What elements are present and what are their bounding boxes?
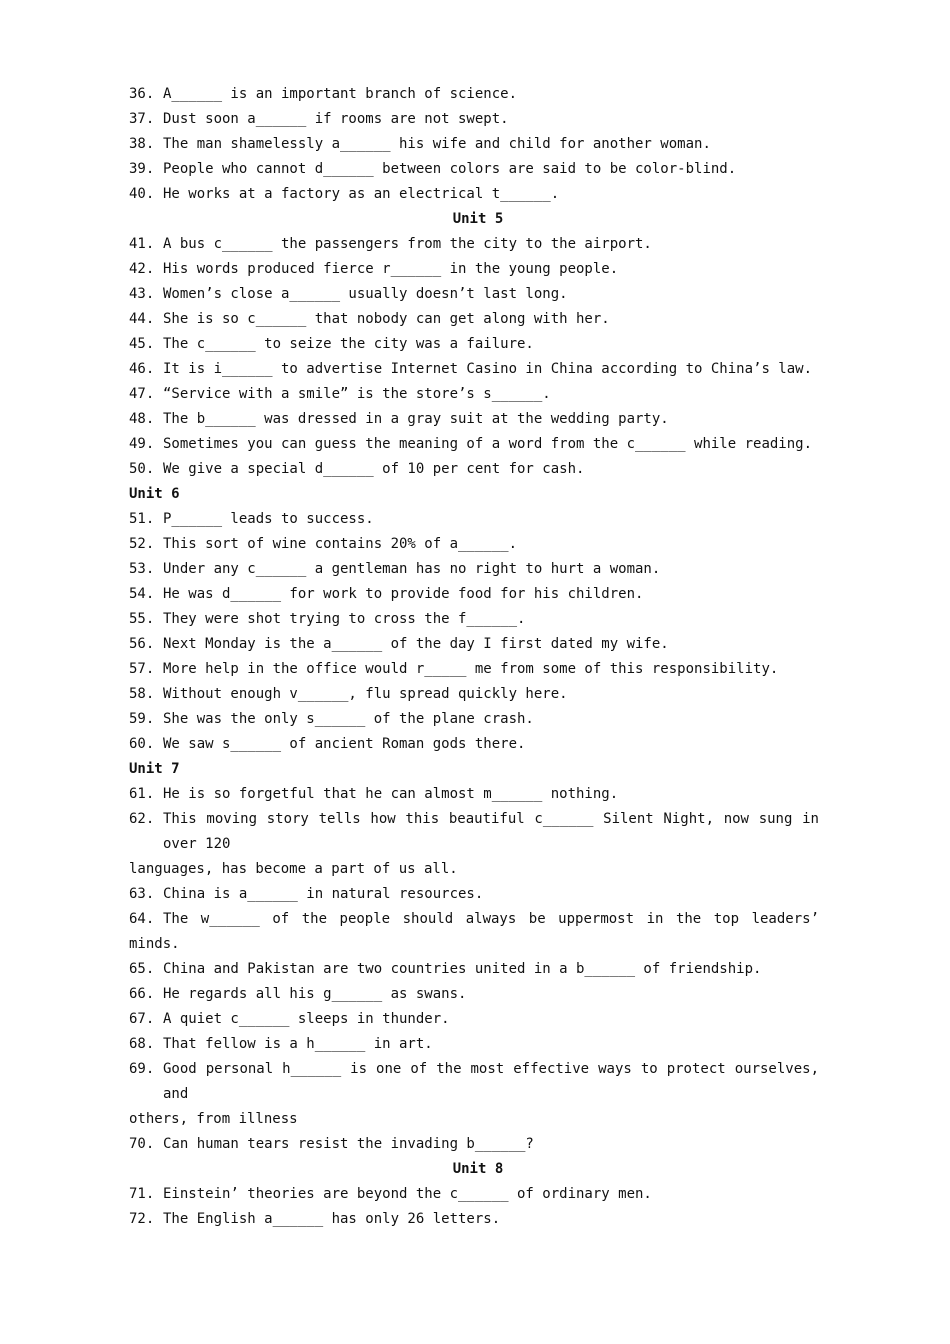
unit-heading: Unit 8 — [452, 1161, 504, 1177]
unit-heading: Unit 5 — [452, 211, 504, 227]
item-sentence: China is a______ in natural resources. — [163, 886, 484, 902]
item-number: 68. — [129, 1036, 155, 1052]
item-sentence: P______ leads to success. — [163, 511, 374, 527]
item-sentence: The man shamelessly a______ his wife and child for another woman. — [163, 136, 711, 152]
item-sentence: This sort of wine contains 20% of a______. — [163, 536, 518, 552]
item-number: 45. — [129, 336, 155, 352]
exercise-item — [129, 457, 819, 482]
exercise-item — [129, 182, 819, 207]
item-number: 56. — [129, 636, 155, 652]
item-number: 61. — [129, 786, 155, 802]
item-sentence: Can human tears resist the invading b______? — [163, 1136, 534, 1152]
exercise-item — [129, 1057, 819, 1082]
item-sentence: A quiet c______ sleeps in thunder. — [163, 1011, 450, 1027]
exercise-item — [129, 882, 819, 907]
exercise-item — [129, 357, 819, 382]
exercise-item — [129, 532, 819, 557]
item-number: 46. — [129, 361, 155, 377]
item-sentence: Good personal h______ is one of the most effective ways to protect ourselves, — [163, 1061, 819, 1077]
item-sentence: A______ is an important branch of science. — [163, 86, 518, 102]
unit-heading: Unit 7 — [129, 761, 180, 777]
item-number: 53. — [129, 561, 155, 577]
exercise-item — [129, 1207, 819, 1232]
item-number: 70. — [129, 1136, 155, 1152]
item-number: 54. — [129, 586, 155, 602]
item-sentence: The b______ was dressed in a gray suit at the wedding party. — [163, 411, 669, 427]
item-continuation-line: minds. — [129, 936, 180, 952]
exercise-item — [129, 807, 819, 832]
item-sentence: She is so c______ that nobody can get along with her. — [163, 311, 610, 327]
item-sentence: She was the only s______ of the plane crash. — [163, 711, 534, 727]
item-wrapped-line — [129, 832, 819, 857]
exercise-item — [129, 907, 819, 932]
item-number: 49. — [129, 436, 155, 452]
item-number: 43. — [129, 286, 155, 302]
item-number: 58. — [129, 686, 155, 702]
item-sentence: More help in the office would r_____ me from some of this responsibility. — [163, 661, 779, 677]
item-number: 66. — [129, 986, 155, 1002]
item-number: 47. — [129, 386, 155, 402]
exercise-item — [129, 632, 819, 657]
item-number: 38. — [129, 136, 155, 152]
exercise-item — [129, 82, 819, 107]
item-sentence: This moving story tells how this beautiful c______ Silent Night, now sung in — [163, 811, 819, 827]
item-number: 55. — [129, 611, 155, 627]
item-sentence: A bus c______ the passengers from the city to the airport. — [163, 236, 652, 252]
exercise-item — [129, 432, 819, 457]
item-sentence: China and Pakistan are two countries united in a b______ of friendship. — [163, 961, 762, 977]
item-sentence: He regards all his g______ as swans. — [163, 986, 467, 1002]
exercise-item — [129, 657, 819, 682]
item-sentence: Sometimes you can guess the meaning of a word from the c______ while reading. — [163, 436, 813, 452]
exercise-item — [129, 157, 819, 182]
item-continuation-line: languages, has become a part of us all. — [129, 861, 458, 877]
item-number: 48. — [129, 411, 155, 427]
item-number: 63. — [129, 886, 155, 902]
item-number: 44. — [129, 311, 155, 327]
exercise-item — [129, 957, 819, 982]
exercise-list — [129, 82, 819, 1232]
item-number: 57. — [129, 661, 155, 677]
exercise-item — [129, 332, 819, 357]
exercise-item — [129, 682, 819, 707]
exercise-item — [129, 1007, 819, 1032]
exercise-item — [129, 407, 819, 432]
exercise-item — [129, 132, 819, 157]
item-number: 69. — [129, 1061, 155, 1077]
item-number: 59. — [129, 711, 155, 727]
exercise-item — [129, 382, 819, 407]
exercise-item — [129, 257, 819, 282]
item-sentence: Dust soon a______ if rooms are not swept. — [163, 111, 509, 127]
item-number: 72. — [129, 1211, 155, 1227]
item-sentence: The c______ to seize the city was a failure. — [163, 336, 534, 352]
item-sentence: We give a special d______ of 10 per cent for cash. — [163, 461, 585, 477]
item-sentence: He works at a factory as an electrical t______. — [163, 186, 560, 202]
item-sentence: Without enough v______, flu spread quickly here. — [163, 686, 568, 702]
item-sentence: We saw s______ of ancient Roman gods there. — [163, 736, 526, 752]
item-sentence: People who cannot d______ between colors are said to be color-blind. — [163, 161, 737, 177]
item-wrapped-line — [129, 1082, 819, 1107]
exercise-item — [129, 982, 819, 1007]
item-number: 50. — [129, 461, 155, 477]
exercise-item — [129, 557, 819, 582]
exercise-item — [129, 1182, 819, 1207]
exercise-item — [129, 707, 819, 732]
item-sentence-continued: and — [163, 1086, 189, 1102]
item-sentence: That fellow is a h______ in art. — [163, 1036, 433, 1052]
item-sentence: His words produced fierce r______ in the young people. — [163, 261, 619, 277]
item-number: 67. — [129, 1011, 155, 1027]
item-sentence: The w______ of the people should always be uppermost in the top leaders’ — [163, 911, 819, 927]
unit-heading: Unit 6 — [129, 486, 180, 502]
exercise-item — [129, 282, 819, 307]
item-number: 64. — [129, 911, 155, 927]
item-number: 36. — [129, 86, 155, 102]
exercise-item — [129, 1132, 819, 1157]
exercise-item — [129, 607, 819, 632]
item-sentence: He is so forgetful that he can almost m______ nothing. — [163, 786, 619, 802]
item-number: 39. — [129, 161, 155, 177]
item-number: 62. — [129, 811, 155, 827]
exercise-item — [129, 307, 819, 332]
item-number: 60. — [129, 736, 155, 752]
item-sentence: They were shot trying to cross the f______. — [163, 611, 526, 627]
exercise-item — [129, 582, 819, 607]
exercise-item — [129, 782, 819, 807]
exercise-item — [129, 232, 819, 257]
item-number: 71. — [129, 1186, 155, 1202]
exercise-item — [129, 507, 819, 532]
item-sentence: He was d______ for work to provide food for his children. — [163, 586, 644, 602]
item-number: 42. — [129, 261, 155, 277]
item-sentence: “Service with a smile” is the store’s s______. — [163, 386, 551, 402]
exercise-item — [129, 107, 819, 132]
item-number: 41. — [129, 236, 155, 252]
item-number: 65. — [129, 961, 155, 977]
exercise-item — [129, 732, 819, 757]
item-sentence: It is i______ to advertise Internet Casino in China according to China’s law. — [163, 361, 813, 377]
exercise-item — [129, 1032, 819, 1057]
item-sentence: Einstein’ theories are beyond the c______ of ordinary men. — [163, 1186, 652, 1202]
item-sentence: Under any c______ a gentleman has no right to hurt a woman. — [163, 561, 661, 577]
item-number: 40. — [129, 186, 155, 202]
item-continuation-line: others, from illness — [129, 1111, 298, 1127]
item-number: 52. — [129, 536, 155, 552]
item-sentence-continued: over 120 — [163, 836, 231, 852]
item-sentence: Next Monday is the a______ of the day I first dated my wife. — [163, 636, 669, 652]
item-sentence: Women’s close a______ usually doesn’t last long. — [163, 286, 568, 302]
item-number: 37. — [129, 111, 155, 127]
item-sentence: The English a______ has only 26 letters. — [163, 1211, 501, 1227]
item-number: 51. — [129, 511, 155, 527]
